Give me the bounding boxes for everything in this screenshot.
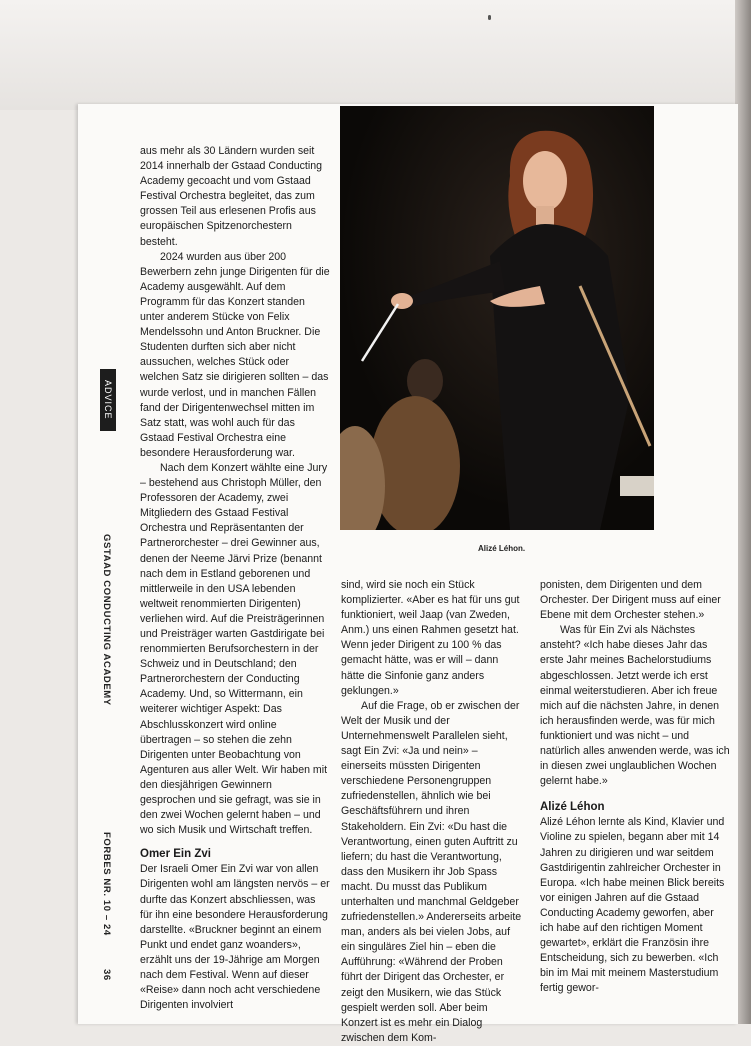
paragraph: Was für Ein Zvi als Nächstes ansteht? «Ich habe dieses Jahr das erste Jahr meines Bachelorstudiums abgeschlossen. Jetzt werde ich erst einmal weiterstudieren. Aber ich freue mich auf die nächsten Jahre, in denen ich herausfinden werde, was für mich funktioniert und was nicht – und natürlich alles anwenden werde, was ich in diesen zwei unglaublichen Wochen gelernt habe.» [540, 624, 730, 788]
paragraph: Alizé Léhon lernte als Kind, Klavier und Violine zu spielen, begann aber mit 14 Jahren zu dirigieren und war seitdem Gastdirigentin zahlreicher Orchester in Europa. «Ich habe meinen Blick bereits vor einigen Jahren auf die Gstaad Conducting Academy geworfen, aber ich habe auf den richtigen Moment gewartet», erklärt die Französin ihre Entscheidung, sich zu bewerben. «Ich bin im Mai mit meinem Masterstudium fertig gewor- [540, 816, 725, 995]
paragraph: ponisten, dem Dirigenten und dem Orchester. Der Dirigent muss auf einer Ebene mit dem Orchester stehen.» [540, 579, 721, 622]
paragraph: Auf die Frage, ob er zwischen der Welt der Musik und der Unternehmenswelt Parallelen sieht, sagt Ein Zvi: «Ja und nein» – einerseits müssten Dirigenten verschiedene Personengruppen zufriedenstellen, ähnlich wie bei Geschäftsführern und ihren Stakeholdern. Ein Zvi: «Du hast die Verantwortung, einen guten Auftritt zu liefern; du hast die Verantwortung, dass den Musikern ihr Job Spass macht. Du musst das Publikum unterhalten und manchmal Geldgeber zufriedenstellen.» Andererseits arbeite man, anders als bei vielen Jobs, auf ein singuläres Ziel hin – eben die Aufführung: «Während der Proben führt der Dirigent das Orchester, er zeigt den Musikern, wie das Stück gespielt werden soll. Aber beim Konzert ist es mehr ein Dialog zwischen dem Kom- [341, 699, 522, 1044]
paragraph: sind, wird sie noch ein Stück komplizierter. «Aber es hat für uns gut funktioniert, weil Jaap (van Zweden, Anm.) uns einen Rahmen gesetzt hat. Wenn jeder Dirigent zu 100 % das gemacht hätte, was er will – dann hätte die Sinfonie ganz anders geklungen.» [341, 579, 520, 697]
photo-caption: Alizé Léhon. [478, 544, 526, 553]
conductor-photo [340, 106, 654, 530]
paragraph: aus mehr als 30 Ländern wurden seit 2014 innerhalb der Gstaad Conducting Academy gecoacht und vom Gstaad Festival Orchestra begleitet, das zum grossen Teil aus erlesenen Profis aus europäischen Spitzenorchestern besteht. [140, 145, 322, 248]
text-column-2 [341, 578, 523, 1046]
conductor-photo-illustration [340, 106, 654, 530]
paragraph: 2024 wurden aus über 200 Bewerbern zehn junge Dirigenten für die Academy ausgewählt. Auf dem Programm für das Konzert standen unter anderem Stücke von Felix Mendelssohn und Anton Bruckner. Die Studenten durften sich aber nicht aussuchen, welches Stück oder welchen Satz sie dirigieren sollten – das wurde verlost, und in manchen Fällen fand der Dirigentenwechsel mitten im Satz statt, was wohl auch für das Gstaad Festival Orchestra eine besondere Herausforderung war. [140, 250, 330, 459]
page-number: 36 [101, 969, 112, 981]
text-column-1 [140, 144, 330, 1013]
paragraph: Nach dem Konzert wählte eine Jury – bestehend aus Christoph Müller, den Professoren der Academy, zwei Mitgliedern des Gstaad Festival Orchestra und Repräsentanten der Partnerorchester – drei Gewinner aus, denen der Neeme Järvi Prize (benannt nach dem in Estland geborenen und mittlerweile in den USA lebenden weltweit renommierten Dirigenten) verliehen wird. Auf die Preisträgerinnen und Preisträger warten Gastdirigate bei renommierten Berufsorchestern in der Schweiz und in Deutschland; den Partnerorchestern der Conducting Academy. Und, so Wittermann, ein weiterer wichtiger Aspekt: Das Abschlusskonzert wird online übertragen – so stehen die zehn Dirigenten unter Beobachtung von Agenturen aus aller Welt. Wir haben mit den diesjährigen Gewinnern gesprochen und sie gefragt, was sie in den zwei Wochen gelernt haben – und wo sich Musik und Wirtschaft treffen. [140, 461, 328, 837]
topic-label: GSTAAD CONDUCTING ACADEMY [101, 534, 112, 706]
subheading-omer: Omer Ein Zvi [140, 848, 211, 861]
subheading-alize: Alizé Léhon [540, 801, 605, 814]
magazine-page [78, 104, 738, 1044]
section-label: ADVICE [100, 369, 116, 431]
scan-speck [488, 15, 491, 20]
paragraph: Der Israeli Omer Ein Zvi war von allen Dirigenten wohl am längsten nervös – er durfte das Konzert abschliessen, was für ihn eine besondere Herausforderung darstellte. «Bruckner beginnt an einem Punkt und endet ganz woanders», erzählt uns der 19-Jährige am Morgen nach dem Festival. Wenn auf dieser «Reise» dann noch acht verschiedene Dirigenten involviert [140, 863, 330, 1012]
scan-background [0, 0, 751, 110]
page-sidebar [78, 104, 128, 1024]
issue-label: FORBES NR. 10 – 24 [101, 832, 112, 936]
text-column-3 [540, 578, 730, 996]
